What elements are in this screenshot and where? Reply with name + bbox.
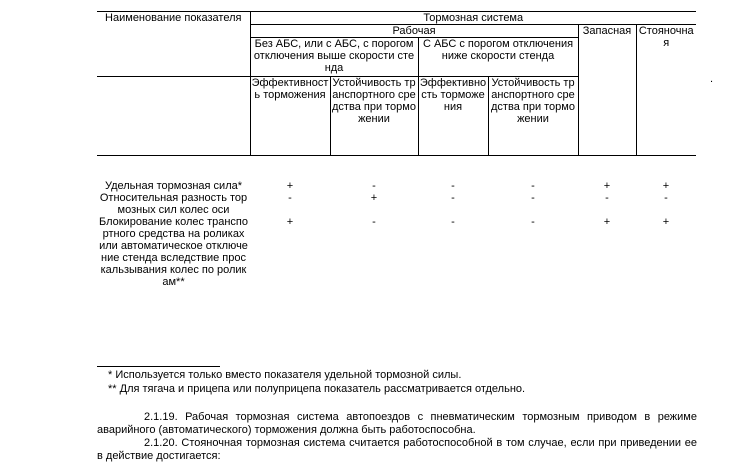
row-label: Относительная разность тормозных сил колес оси (99, 192, 248, 216)
header-brake-system: Тормозная система (250, 12, 696, 25)
paragraph-2-1-20: 2.1.20. Стояночная тормозная система считается работоспособной в том случае, если при приведении ее в действие достигается: (97, 437, 697, 462)
paragraph-2-1-19: 2.1.19. Рабочая тормозная система автопоездов с пневматическим тормозным приводом в режиме аварийного (автоматического) торможения должна быть работоспособна. (97, 411, 697, 436)
brake-test-table (97, 11, 696, 288)
table-cell: - (372, 180, 376, 192)
table-cell: - (664, 192, 668, 204)
table-cell: - (605, 192, 609, 204)
row-label: Удельная тормозная сила* (104, 180, 243, 192)
stray-mark: . (710, 73, 714, 85)
body-paragraphs (97, 411, 697, 463)
row-label: Блокирование колес транспортного средства на роликах или автоматическое отключение стенда вследствие проскальзывания колес по роликам** (99, 216, 249, 288)
table-row (97, 180, 696, 192)
footnote-1: * Используется только вместо показателя удельной тормозной силы. (108, 369, 462, 381)
footnote-2: ** Для тягача и прицепа или полуприцепа показатель рассматривается отдельно. (108, 383, 526, 395)
table-cell: + (286, 216, 294, 228)
table-row (97, 216, 696, 288)
table-cell: - (531, 180, 535, 192)
table-cell: - (531, 216, 535, 228)
header-with-abs: С АБС с порогом отключения ниже скорости стенда (418, 38, 578, 77)
header-efficiency-2: Эффективность торможения (418, 77, 488, 156)
table-cell: - (372, 216, 376, 228)
table-cell: - (531, 192, 535, 204)
header-stability-1: Устойчивость транспортного средства при торможении (330, 77, 418, 156)
table-cell: + (603, 180, 611, 192)
header-no-abs: Без АБС, или с АБС, с порогом отключения выше скорости стенда (250, 38, 418, 77)
header-working-system: Рабочая (250, 25, 578, 38)
header-parking-system: Стояночная (636, 25, 696, 156)
table-cell: - (451, 192, 455, 204)
table-cell: - (288, 192, 292, 204)
table-cell: + (370, 192, 378, 204)
table-cell: + (286, 180, 294, 192)
header-stability-2: Устойчивость транспортного средства при торможении (488, 77, 578, 156)
header-efficiency-1: Эффективность торможения (250, 77, 330, 156)
table-cell: + (662, 180, 670, 192)
table-cell: - (451, 180, 455, 192)
header-spare-system: Запасная (578, 25, 636, 156)
table-cell: + (662, 216, 670, 228)
table-cell: + (603, 216, 611, 228)
footnote-divider (97, 366, 220, 367)
table-cell: - (451, 216, 455, 228)
header-indicator-name: Наименование показателя (97, 12, 250, 77)
table-row (97, 192, 696, 216)
header-empty-cell (97, 77, 250, 156)
